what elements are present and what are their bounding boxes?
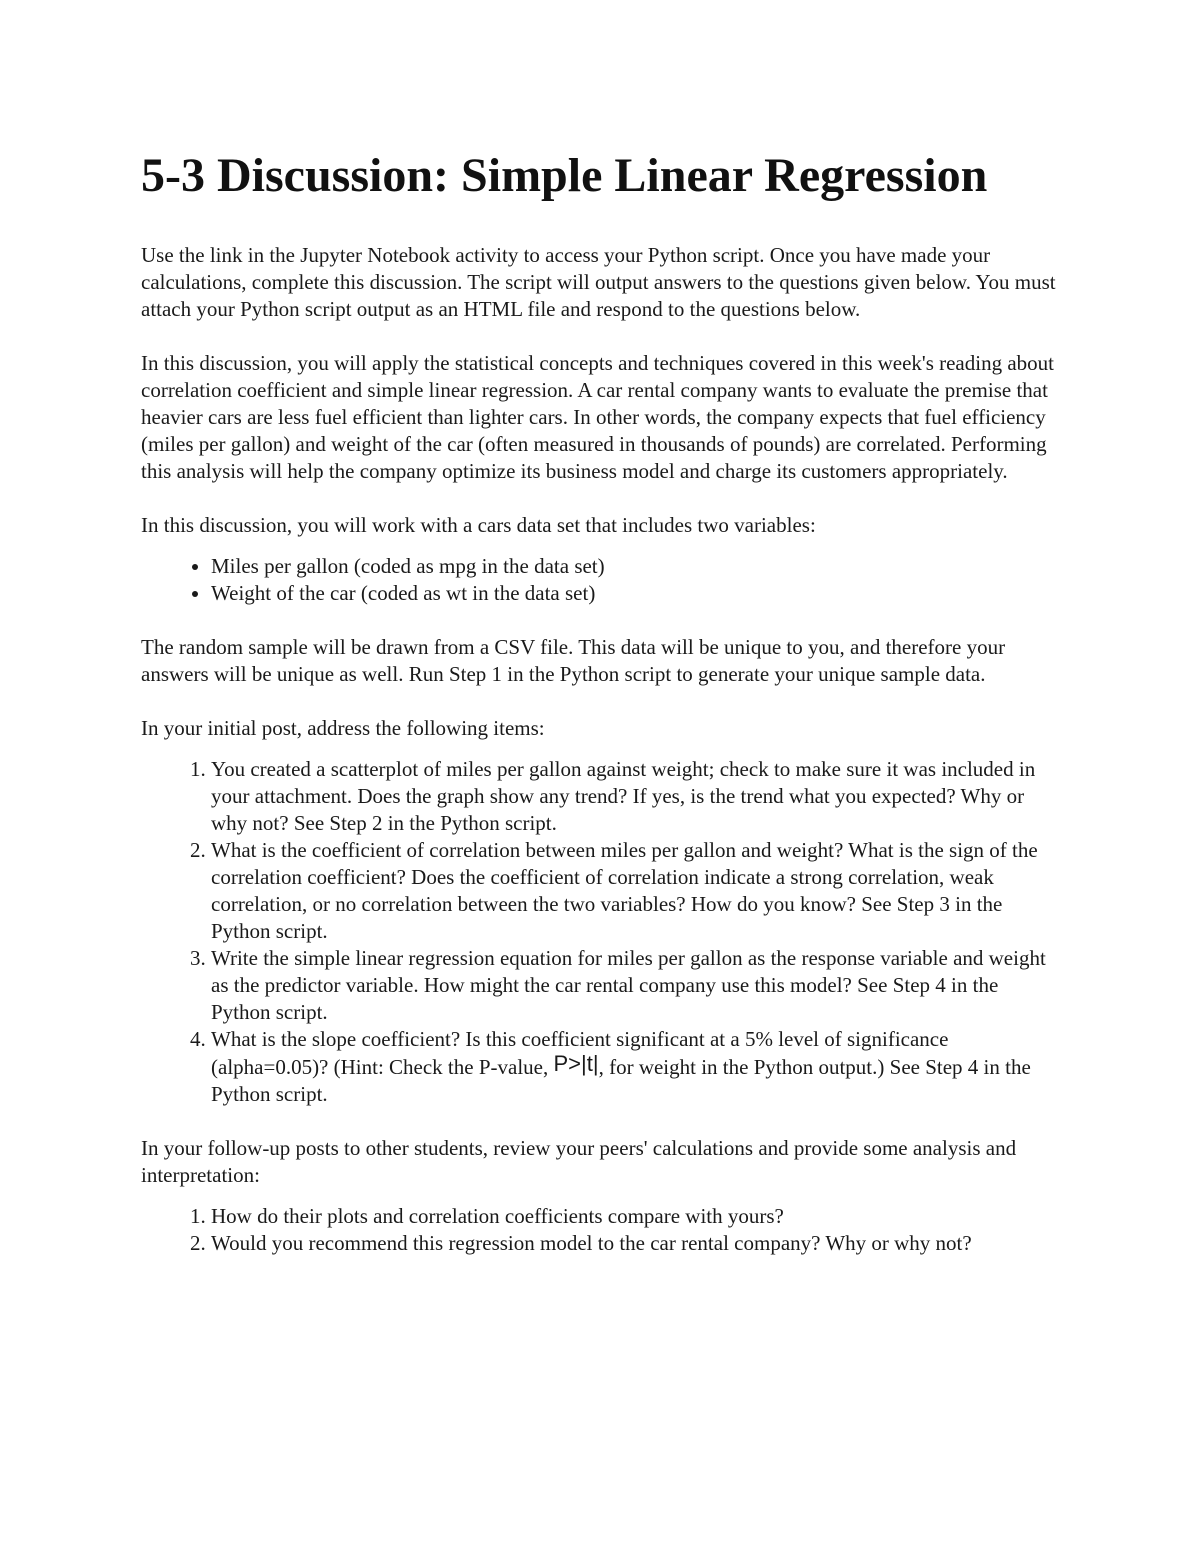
- initial-item-4: [211, 1026, 1061, 1108]
- followup-items: [141, 1203, 1061, 1257]
- page-title: 5-3 Discussion: Simple Linear Regression: [141, 149, 988, 202]
- sample-note-paragraph: The random sample will be drawn from a CSV file. This data will be unique to you, and therefore your answers will be unique as well. Run Step 1 in the Python script to generate your unique sample data.: [141, 635, 1006, 686]
- context-paragraph: In this discussion, you will apply the statistical concepts and techniques covered in this week's reading about correlation coefficient and simple linear regression. A car rental company wants to evaluate the premise that heavier cars are less fuel efficient than lighter cars. In other words, the company expects that fuel efficiency (miles per gallon) and weight of the car (often measured in thousands of pounds) are correlated. Performing this analysis will help the company optimize its business model and charge its customers appropriately.: [141, 351, 1054, 483]
- intro-paragraph: Use the link in the Jupyter Notebook activity to access your Python script. Once you have made your calculations, complete this discussion. The script will output answers to the questions given below. You must attach your Python script output as an HTML file and respond to the questions below.: [141, 243, 1056, 321]
- initial-item-1: 1. You created a scatterplot of miles per gallon against weight; check to make sure it was included in your attachment. Does the graph show any trend? If yes, is the trend what you expected? Why or why not? See Step 2 in the Python script.: [211, 756, 1061, 837]
- variable-item-wt: • Weight of the car (coded as wt in the data set): [211, 580, 1061, 607]
- initial-item-4-text-before: What is the slope coefficient? Is this coefficient significant at a 5% level of significance (alpha=0.05)? (Hint: Check the P-value,: [211, 1027, 949, 1079]
- variables-list: [141, 553, 1061, 607]
- initial-item-4-text-after: , for weight in the Python output.) See Step 4 in the Python script.: [211, 1055, 1031, 1106]
- initial-post-items: [141, 756, 1061, 1108]
- followup-intro: In your follow-up posts to other students, review your peers' calculations and provide some analysis and interpretation:: [141, 1136, 1017, 1187]
- initial-item-3: 3. Write the simple linear regression equation for miles per gallon as the response variable and weight as the predictor variable. How might the car rental company use this model? See Step 4 in the Python script.: [211, 945, 1061, 1026]
- dataset-intro-paragraph: In this discussion, you will work with a cars data set that includes two variables:: [141, 513, 816, 537]
- followup-item-1: 1. How do their plots and correlation coefficients compare with yours?: [211, 1203, 1061, 1230]
- followup-item-2: 2. Would you recommend this regression model to the car rental company? Why or why not?: [211, 1230, 1061, 1257]
- document-body: [141, 242, 1061, 1284]
- p-value-code: P>|t|: [553, 1051, 599, 1076]
- initial-post-intro: In your initial post, address the following items:: [141, 716, 545, 740]
- initial-item-2: 2. What is the coefficient of correlation between miles per gallon and weight? What is the sign of the correlation coefficient? Does the coefficient of correlation indicate a strong correlation, weak correlation, or no correlation between the two variables? How do you know? See Step 3 in the Python script.: [211, 837, 1061, 945]
- variable-item-mpg: • Miles per gallon (coded as mpg in the data set): [211, 553, 1061, 580]
